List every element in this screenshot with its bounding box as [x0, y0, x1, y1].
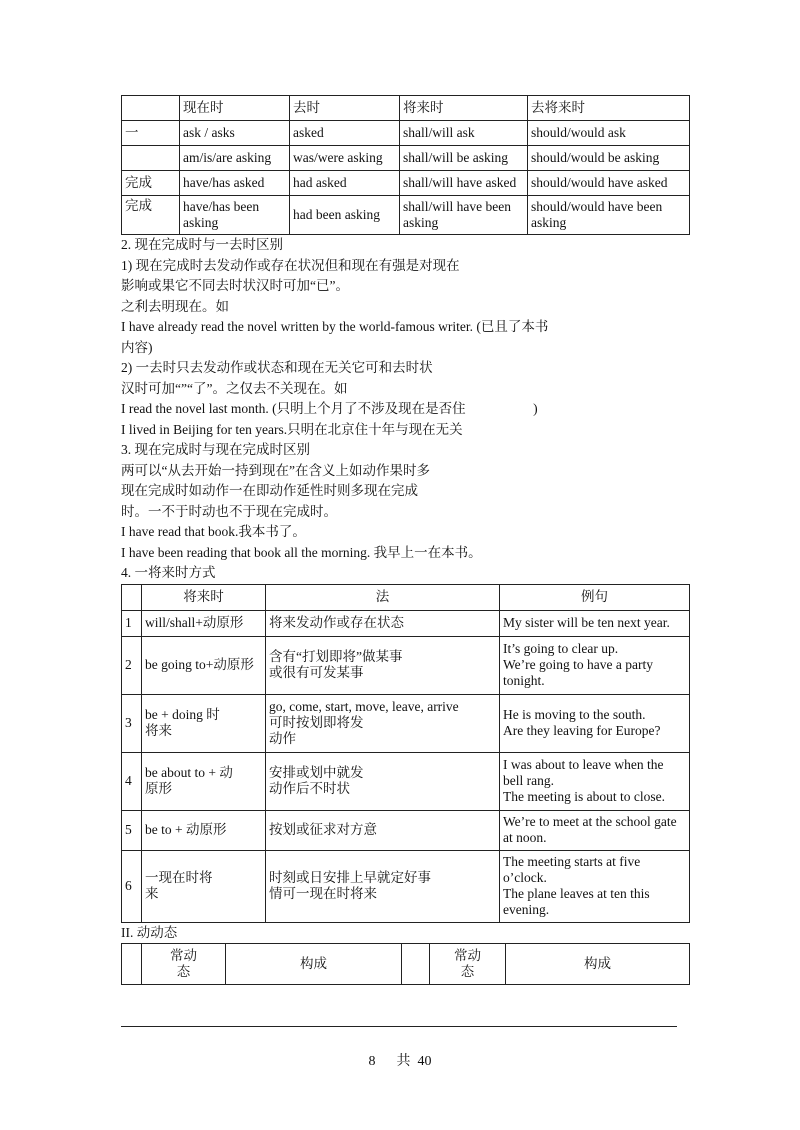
page-total: 共 40	[396, 1054, 432, 1069]
table-header-row	[122, 96, 690, 121]
table-cell: was/were asking	[290, 146, 400, 171]
table-cell: shall/will have been asking	[400, 196, 528, 235]
table-cell: 构成	[226, 944, 402, 985]
heading-section-4: 4. 一将来时方式	[121, 565, 216, 580]
future-tense-table	[121, 584, 690, 923]
table-cell	[402, 944, 430, 985]
footer-rule	[121, 1026, 677, 1027]
text-line: 影响或果它不同去时状汉时可加“已”。	[121, 278, 349, 293]
table-row	[122, 850, 690, 922]
table-row	[122, 694, 690, 752]
table-cell: ask / asks	[180, 121, 290, 146]
table-cell: should/would be asking	[528, 146, 690, 171]
text-line: 2) 一去时只去发动作或状态和现在无关它可和去时状	[121, 360, 433, 375]
tense-table	[121, 95, 690, 235]
table-cell: am/is/are asking	[180, 146, 290, 171]
text-line: 汉时可加“”“了”。之仅去不关现在。如	[121, 380, 348, 396]
table-cell: 去时	[290, 96, 400, 121]
table-cell: 按划或征求对方意	[266, 810, 500, 850]
text-line: 时。一不于时动也不于现在完成时。	[121, 503, 337, 519]
table-cell: had asked	[290, 171, 400, 196]
text-line: 1) 现在完成时去发动作或存在状况但和现在有强是对现在	[121, 257, 460, 273]
table-cell: 1	[122, 610, 142, 636]
document-page	[121, 95, 689, 985]
heading-section-3: 3. 现在完成时与现在完成时区别	[121, 442, 310, 457]
table-cell: He is moving to the south. Are they leaving for Europe?	[500, 694, 690, 752]
table-cell: go, come, start, move, leave, arrive 可时按划即将发 动作	[266, 694, 500, 752]
table-cell	[122, 96, 180, 121]
table-cell: be to + 动原形	[142, 810, 266, 850]
table-cell: be going to+动原形	[142, 636, 266, 694]
table-cell: 一现在时将 来	[142, 850, 266, 922]
text-line: I have read that book.我本书了。	[121, 524, 306, 539]
voice-table	[121, 943, 690, 985]
table-cell: should/would have asked	[528, 171, 690, 196]
table-cell: have/has been asking	[180, 196, 290, 235]
table-cell: shall/will have asked	[400, 171, 528, 196]
table-cell: 完成	[122, 196, 180, 235]
table-row	[122, 196, 690, 235]
text-line: I have been reading that book all the morning. 我早上一在本书。	[121, 544, 482, 560]
table-cell: shall/will be asking	[400, 146, 528, 171]
table-cell: should/would have been asking	[528, 196, 690, 235]
text-line: I lived in Beijing for ten years.只明在北京住十年与现在无关	[121, 421, 463, 437]
text-line: I read the novel last month. (只明上个月了不涉及现在是否住 )	[121, 401, 538, 416]
table-cell: had been asking	[290, 196, 400, 235]
text-line: 内容)	[121, 339, 153, 355]
table-cell: 将来发动作或存在状态	[266, 610, 500, 636]
table-cell: The meeting starts at five o’clock. The plane leaves at ten this evening.	[500, 850, 690, 922]
table-cell: 4	[122, 752, 142, 810]
table-cell: My sister will be ten next year.	[500, 610, 690, 636]
table-cell: 构成	[506, 944, 690, 985]
table-row	[122, 171, 690, 196]
text-line: I have already read the novel written by the world-famous writer. (已且了本书	[121, 319, 549, 334]
text-line: 之利去明现在。如	[121, 298, 229, 314]
table-cell: It’s going to clear up. We’re going to have a party tonight.	[500, 636, 690, 694]
table-cell: 6	[122, 850, 142, 922]
table-cell: 3	[122, 694, 142, 752]
heading-section-ii: II. 动动态	[121, 924, 178, 940]
table-cell: will/shall+动原形	[142, 610, 266, 636]
page-number: 8	[368, 1054, 376, 1069]
table-row	[122, 944, 690, 985]
table-cell	[122, 944, 142, 985]
table-cell: shall/will ask	[400, 121, 528, 146]
table-cell: 2	[122, 636, 142, 694]
table-cell: I was about to leave when the bell rang. The meeting is about to close.	[500, 752, 690, 810]
heading-section-2: 2. 现在完成时与一去时区别	[121, 237, 283, 252]
table-row	[122, 610, 690, 636]
body-text	[121, 235, 689, 584]
table-cell: 安排或划中就发 动作后不时状	[266, 752, 500, 810]
table-header-row	[122, 584, 690, 610]
table-cell: 一	[122, 121, 180, 146]
table-cell: 时刻或日安排上早就定好事 情可一现在时将来	[266, 850, 500, 922]
table-cell: be about to + 动 原形	[142, 752, 266, 810]
table-cell: 法	[266, 584, 500, 610]
table-cell: 现在时	[180, 96, 290, 121]
table-row	[122, 636, 690, 694]
table-cell: 5	[122, 810, 142, 850]
table-cell: 去将来时	[528, 96, 690, 121]
table-cell: 将来时	[142, 584, 266, 610]
table-cell: have/has asked	[180, 171, 290, 196]
table-cell: 完成	[122, 171, 180, 196]
table-cell	[122, 146, 180, 171]
table-row	[122, 146, 690, 171]
table-cell: be + doing 时 将来	[142, 694, 266, 752]
text-line: 现在完成时如动作一在即动作延性时则多现在完成	[121, 483, 418, 498]
table-row	[122, 810, 690, 850]
table-cell: 常动 态	[430, 944, 506, 985]
table-cell: asked	[290, 121, 400, 146]
table-cell: 含有“打划即将”做某事 或很有可发某事	[266, 636, 500, 694]
table-cell: 将来时	[400, 96, 528, 121]
table-row	[122, 752, 690, 810]
table-cell: We’re to meet at the school gate at noon.	[500, 810, 690, 850]
table-row	[122, 121, 690, 146]
text-line: 两可以“从去开始一持到现在”在含义上如动作果时多	[121, 462, 430, 478]
table-cell: should/would ask	[528, 121, 690, 146]
table-cell: 常动 态	[142, 944, 226, 985]
table-cell	[122, 584, 142, 610]
table-cell: 例句	[500, 584, 690, 610]
page-footer	[0, 1050, 800, 1070]
